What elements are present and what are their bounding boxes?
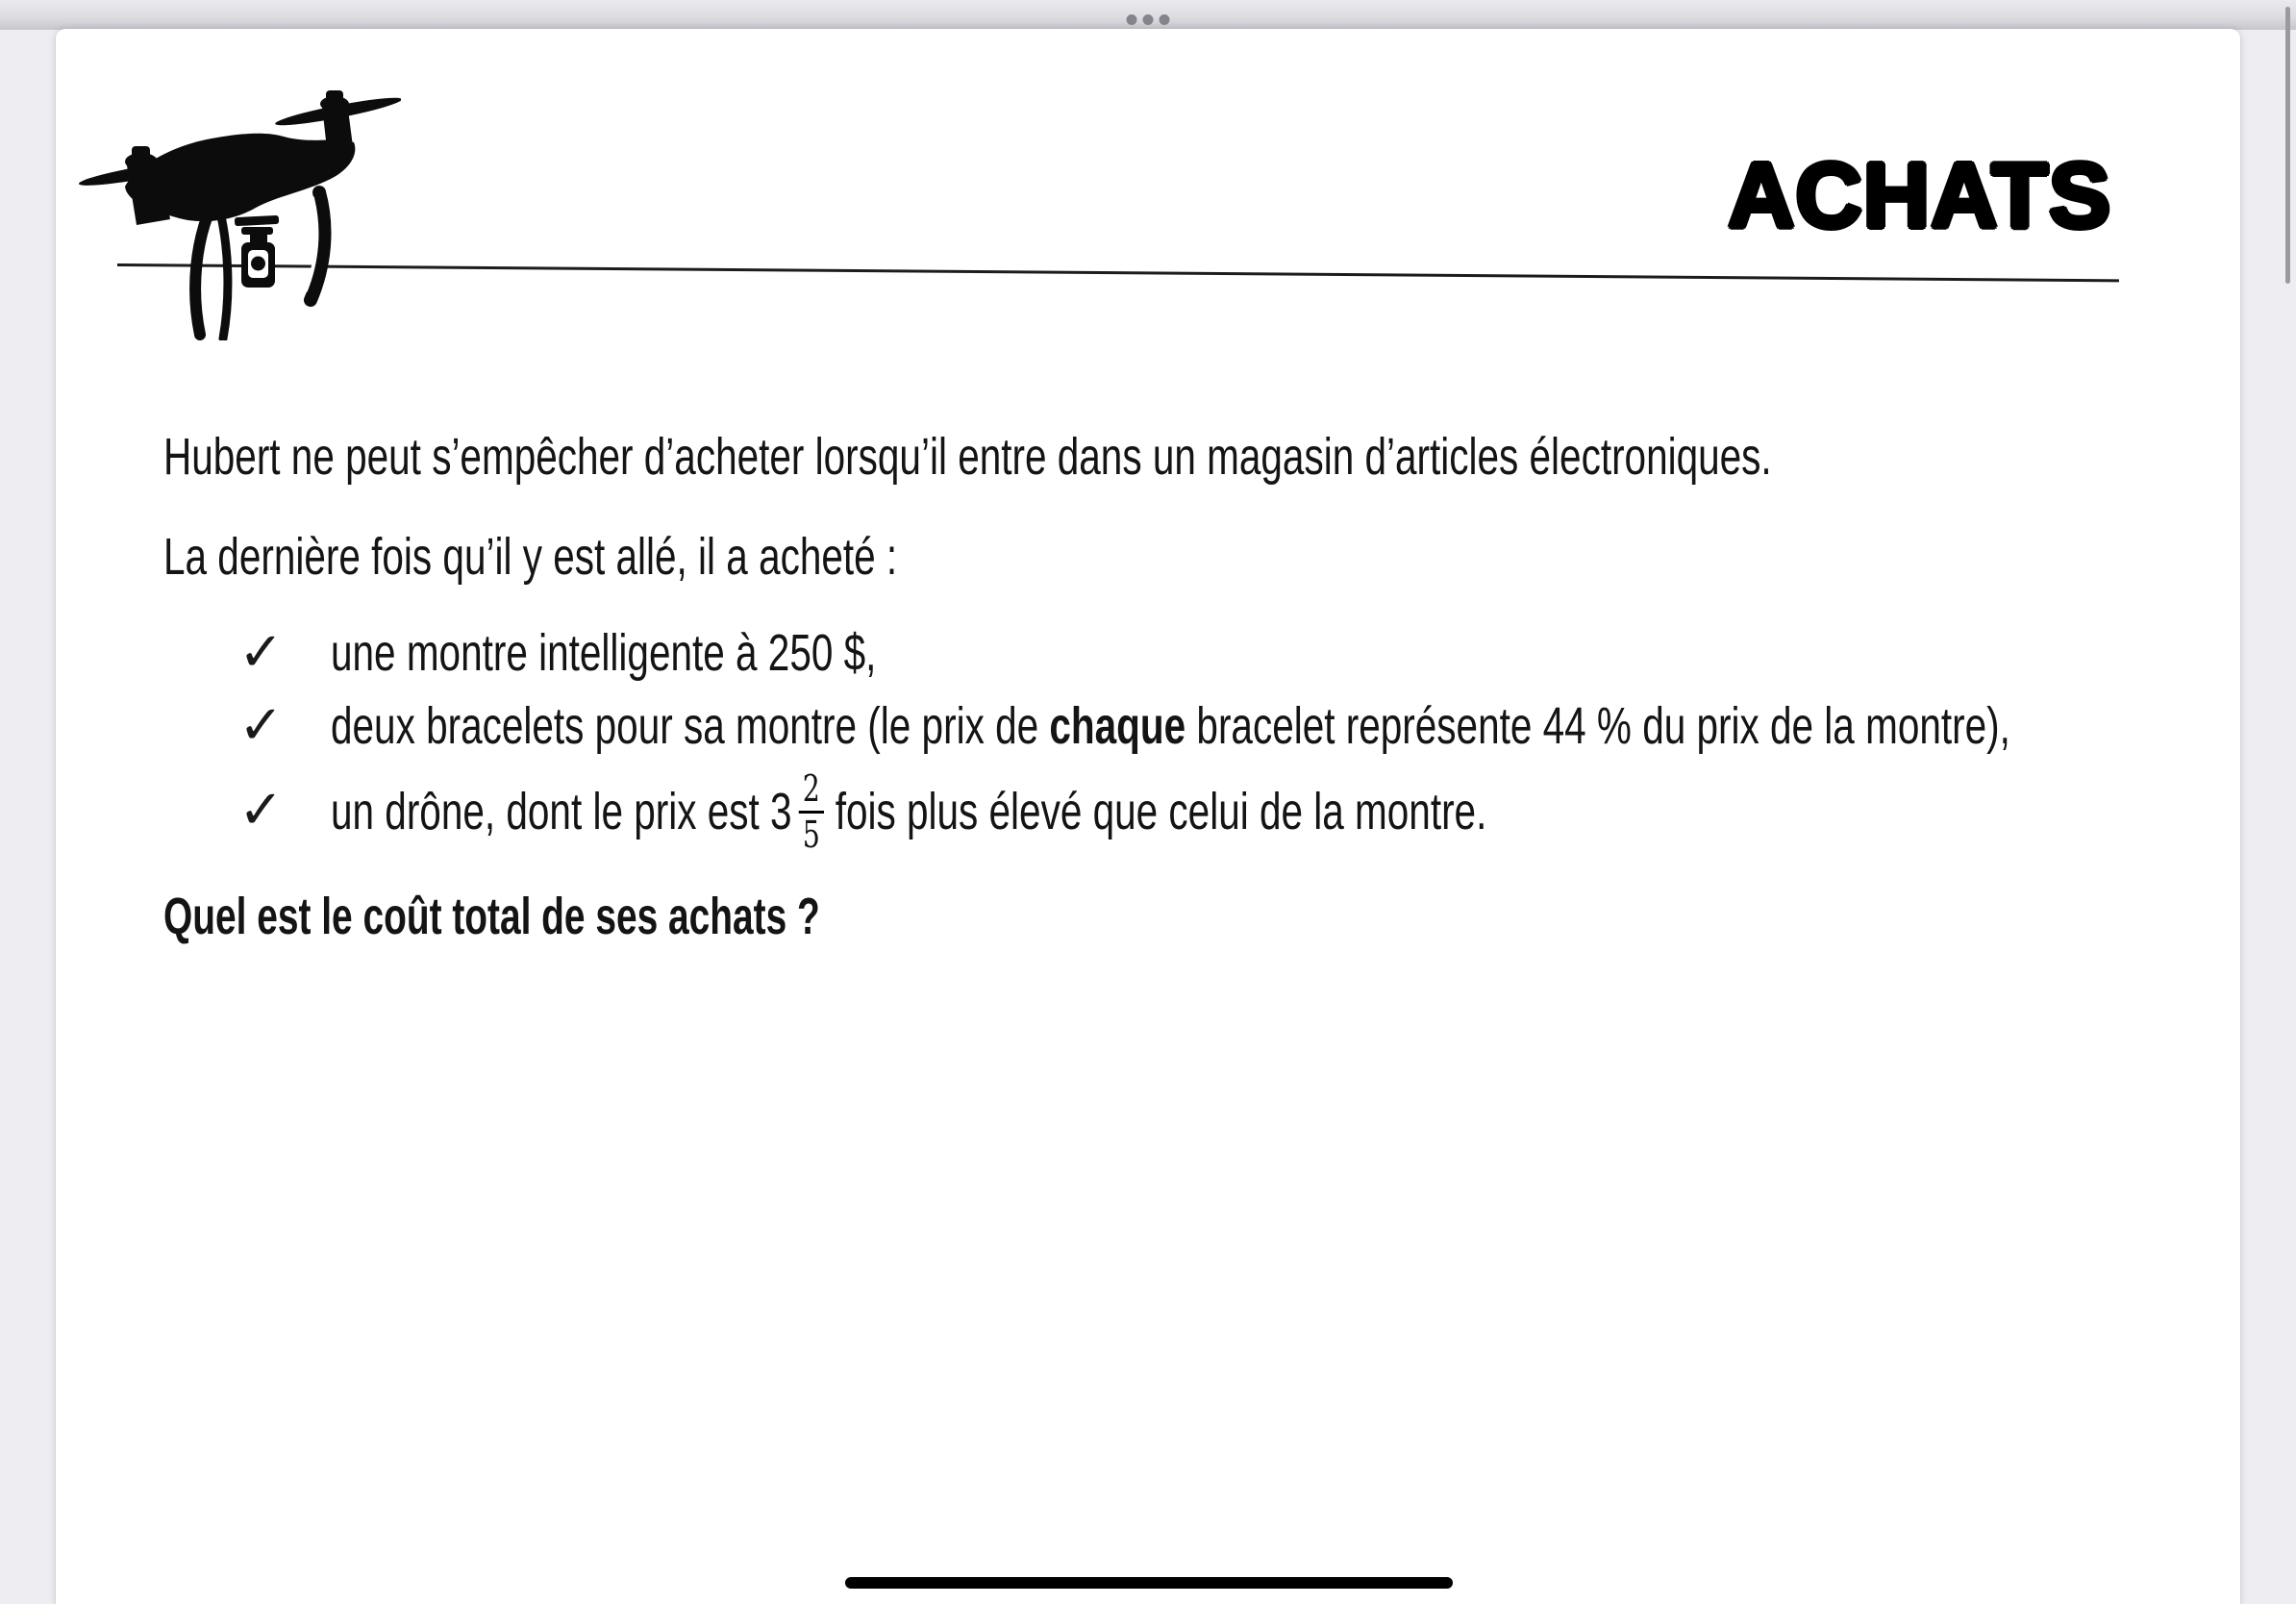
header-divider	[117, 263, 2119, 282]
checklist-item-text	[331, 696, 2010, 756]
fraction-denominator: 5	[802, 813, 820, 856]
home-indicator[interactable]	[845, 1577, 1453, 1589]
lead-in-paragraph: La dernière fois qu’il y est allé, il a acheté :	[163, 528, 898, 586]
checklist-item-drone	[238, 756, 1872, 867]
page-title: ACHATS	[1728, 144, 2111, 247]
checkmark-icon: ✓	[238, 621, 284, 684]
worksheet-page[interactable]	[56, 29, 2240, 1604]
checklist-item-watch	[238, 623, 1059, 683]
checklist-item-text: une montre intelligente à 250 $,	[331, 624, 877, 682]
window-top-bar	[0, 0, 2296, 30]
text-segment: deux bracelets pour sa montre (le prix de	[331, 697, 1050, 755]
text-segment: un drône, dont le prix est 3	[331, 783, 792, 840]
checklist-item-text	[331, 766, 1487, 856]
question-text: Quel est le coût total de ses achats ?	[163, 888, 820, 945]
intro-paragraph: Hubert ne peut s’empêcher d’acheter lorsqu’il entre dans un magasin d’articles électroniques.	[163, 428, 1772, 486]
fraction	[799, 766, 824, 856]
emphasized-word: chaque	[1049, 697, 1186, 755]
checkmark-icon: ✓	[238, 779, 284, 841]
multitask-handle-icon[interactable]	[1124, 14, 1173, 25]
scrollbar-thumb[interactable]	[2285, 7, 2290, 284]
text-segment: fois plus élevé que celui de la montre.	[835, 783, 1487, 840]
checkmark-icon: ✓	[238, 694, 284, 757]
checklist-item-bracelets	[238, 696, 2296, 756]
drone-icon	[77, 88, 401, 340]
text-segment: bracelet représente 44 % du prix de la montre),	[1185, 697, 2010, 755]
fraction-numerator: 2	[799, 770, 824, 814]
